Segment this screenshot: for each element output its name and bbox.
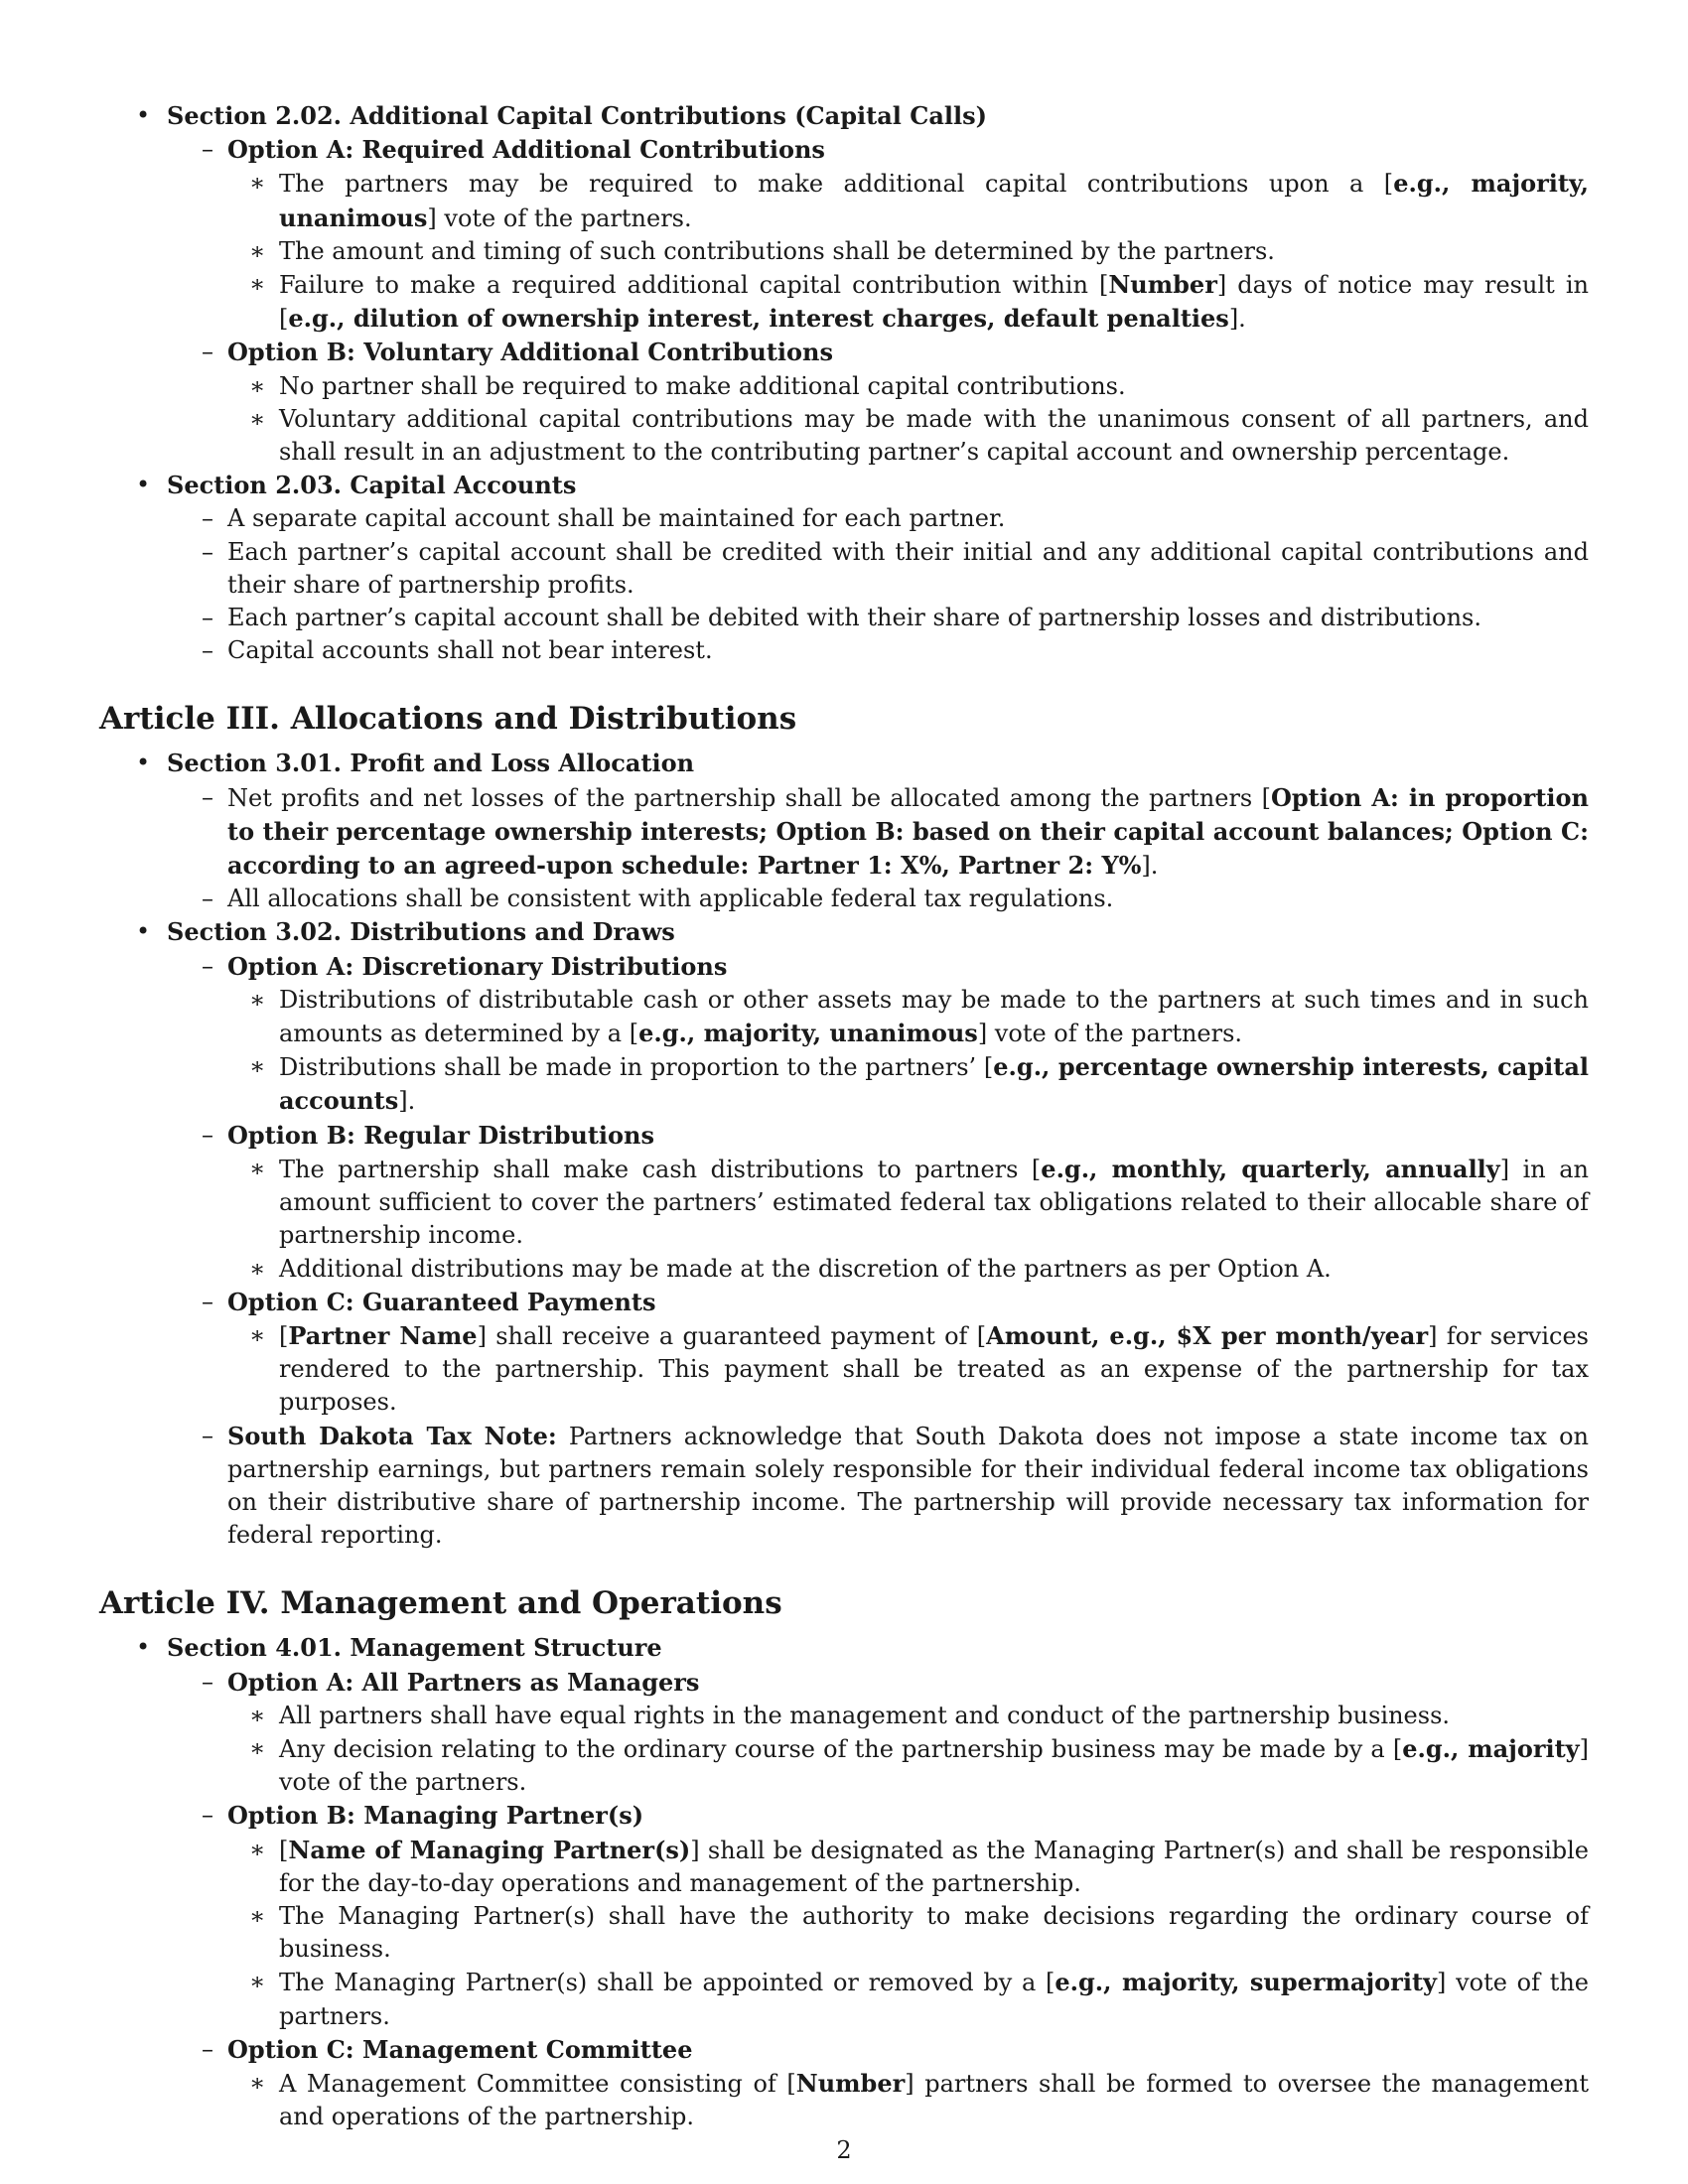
option-title: Option A: Discretionary Distributions bbox=[227, 951, 728, 981]
clause: ∗ No partner shall be required to make additional capital contributions. bbox=[227, 370, 1589, 403]
section-title: Section 2.02. Additional Capital Contributions (Capital Calls) bbox=[167, 101, 987, 130]
clause: ∗ Any decision relating to the ordinary course of the partnership business may be made by a [e.g., majority] vote of the partners. bbox=[227, 1732, 1589, 1799]
clause: ∗ Voluntary additional capital contributions may be made with the unanimous consent of all partners, and shall result in an adjustment to the contributing partner’s capital account and ownership percentage. bbox=[227, 403, 1589, 469]
clause: – Capital accounts shall not bear interest. bbox=[167, 634, 1589, 667]
section-3-02 bbox=[99, 915, 1589, 1552]
option-a bbox=[167, 133, 1589, 336]
clause: ∗ Additional distributions may be made at the discretion of the partners as per Option A. bbox=[227, 1253, 1589, 1286]
clause: ∗ The Managing Partner(s) shall be appointed or removed by a [e.g., majority, supermajority] vote of the partners. bbox=[227, 1966, 1589, 2032]
option-title: Option A: All Partners as Managers bbox=[227, 1667, 700, 1697]
clause-list bbox=[227, 1834, 1589, 2033]
clause: ∗ Distributions shall be made in proportion to the partners’ [e.g., percentage ownership interests, capital accounts]. bbox=[227, 1050, 1589, 1118]
clause-list bbox=[227, 984, 1589, 1119]
clause-list bbox=[227, 370, 1589, 470]
clause: ∗ The partners may be required to make additional capital contributions upon a [e.g., majority, unanimous] vote of the partners. bbox=[227, 167, 1589, 234]
clause: – Each partner’s capital account shall be debited with their share of partnership losses and distributions. bbox=[167, 602, 1589, 634]
clause: ∗ Distributions of distributable cash or other assets may be made to the partners at such times and in such amounts as determined by a [e.g., majority, unanimous] vote of the partners. bbox=[227, 984, 1589, 1050]
option-list bbox=[167, 1666, 1589, 2134]
clause-list bbox=[227, 1319, 1589, 1420]
clause: ∗ The Managing Partner(s) shall have the authority to make decisions regarding the ordinary course of business. bbox=[227, 1900, 1589, 1966]
section-title: Section 2.03. Capital Accounts bbox=[167, 471, 577, 500]
clause-list bbox=[227, 2067, 1589, 2133]
option-a bbox=[167, 1666, 1589, 1800]
clause: ∗ The partnership shall make cash distributions to partners [e.g., monthly, quarterly, annually] in an amount sufficient to cover the partners’ estimated federal tax obligations related to their allocable share of partnership income. bbox=[227, 1153, 1589, 1253]
tax-note-text: Partners acknowledge that South Dakota does not impose a state income tax on partnership earnings, but partners remain solely responsible for their individual federal income tax obligations on their distributive share of partnership income. The partnership will provide necessary tax information for federal reporting. bbox=[227, 1422, 1590, 1550]
section-title: Section 3.01. Profit and Loss Allocation bbox=[167, 749, 695, 778]
option-list bbox=[167, 950, 1589, 1553]
clause-list bbox=[227, 167, 1589, 336]
option-title: Option C: Management Committee bbox=[227, 2034, 693, 2064]
section-title: Section 3.02. Distributions and Draws bbox=[167, 917, 675, 947]
section-2-03 bbox=[99, 469, 1589, 667]
article-4-heading: Article IV. Management and Operations bbox=[99, 1585, 782, 1622]
tax-note-label: South Dakota Tax Note: bbox=[227, 1421, 557, 1450]
option-b bbox=[167, 1799, 1589, 2032]
clause: – All allocations shall be consistent with applicable federal tax regulations. bbox=[167, 883, 1589, 915]
section-3-01 bbox=[99, 747, 1589, 915]
clause: ∗ Failure to make a required additional capital contribution within [Number] days of notice may result in [e.g., dilution of ownership interest, interest charges, default penalties]. bbox=[227, 268, 1589, 336]
clause: – A separate capital account shall be maintained for each partner. bbox=[167, 502, 1589, 535]
option-b bbox=[167, 336, 1589, 469]
section-list-article-2 bbox=[99, 99, 1589, 667]
section-title: Section 4.01. Management Structure bbox=[167, 1633, 662, 1663]
section-list-article-4 bbox=[99, 1631, 1589, 2133]
option-title: Option A: Required Additional Contributions bbox=[227, 135, 825, 165]
tax-note bbox=[167, 1420, 1589, 1553]
clause: ∗ [Name of Managing Partner(s)] shall be designated as the Managing Partner(s) and shall be responsible for the day-to-day operations and management of the partnership. bbox=[227, 1834, 1589, 1900]
section-2-02 bbox=[99, 99, 1589, 469]
section-list-article-3 bbox=[99, 747, 1589, 1552]
clause: ∗ A Management Committee consisting of [Number] partners shall be formed to oversee the management and operations of the partnership. bbox=[227, 2067, 1589, 2133]
clause-list bbox=[227, 1153, 1589, 1286]
section-4-01 bbox=[99, 1631, 1589, 2133]
clause: – Net profits and net losses of the partnership shall be allocated among the partners [Option A: in proportion to their percentage ownership interests; Option B: based on their capital account balances; Option C: according to an agreed-upon schedule: Partner 1: X%, Partner 2: Y%]. bbox=[167, 781, 1589, 884]
page-number: 2 bbox=[836, 2136, 852, 2164]
option-c bbox=[167, 1286, 1589, 1420]
clause: ∗ All partners shall have equal rights in the management and conduct of the partnership business. bbox=[227, 1700, 1589, 1732]
clause: – Each partner’s capital account shall be credited with their initial and any additional capital contributions and their share of partnership profits. bbox=[167, 536, 1589, 602]
clause-list bbox=[167, 781, 1589, 916]
option-b bbox=[167, 1119, 1589, 1286]
option-title: Option B: Regular Distributions bbox=[227, 1120, 655, 1150]
article-3-heading: Article III. Allocations and Distributions bbox=[99, 701, 797, 738]
page-content bbox=[99, 99, 1589, 2133]
clause-list bbox=[167, 502, 1589, 667]
option-title: Option C: Guaranteed Payments bbox=[227, 1287, 656, 1316]
clause-list bbox=[227, 1700, 1589, 1800]
option-list bbox=[167, 133, 1589, 469]
clause: ∗ The amount and timing of such contributions shall be determined by the partners. bbox=[227, 235, 1589, 268]
option-title: Option B: Managing Partner(s) bbox=[227, 1801, 644, 1831]
option-title: Option B: Voluntary Additional Contributions bbox=[227, 338, 834, 367]
option-a bbox=[167, 950, 1589, 1119]
clause: ∗ [Partner Name] shall receive a guaranteed payment of [Amount, e.g., $X per month/year] for services rendered to the partnership. This payment shall be treated as an expense of the partnership for tax purposes. bbox=[227, 1319, 1589, 1420]
option-c bbox=[167, 2033, 1589, 2134]
